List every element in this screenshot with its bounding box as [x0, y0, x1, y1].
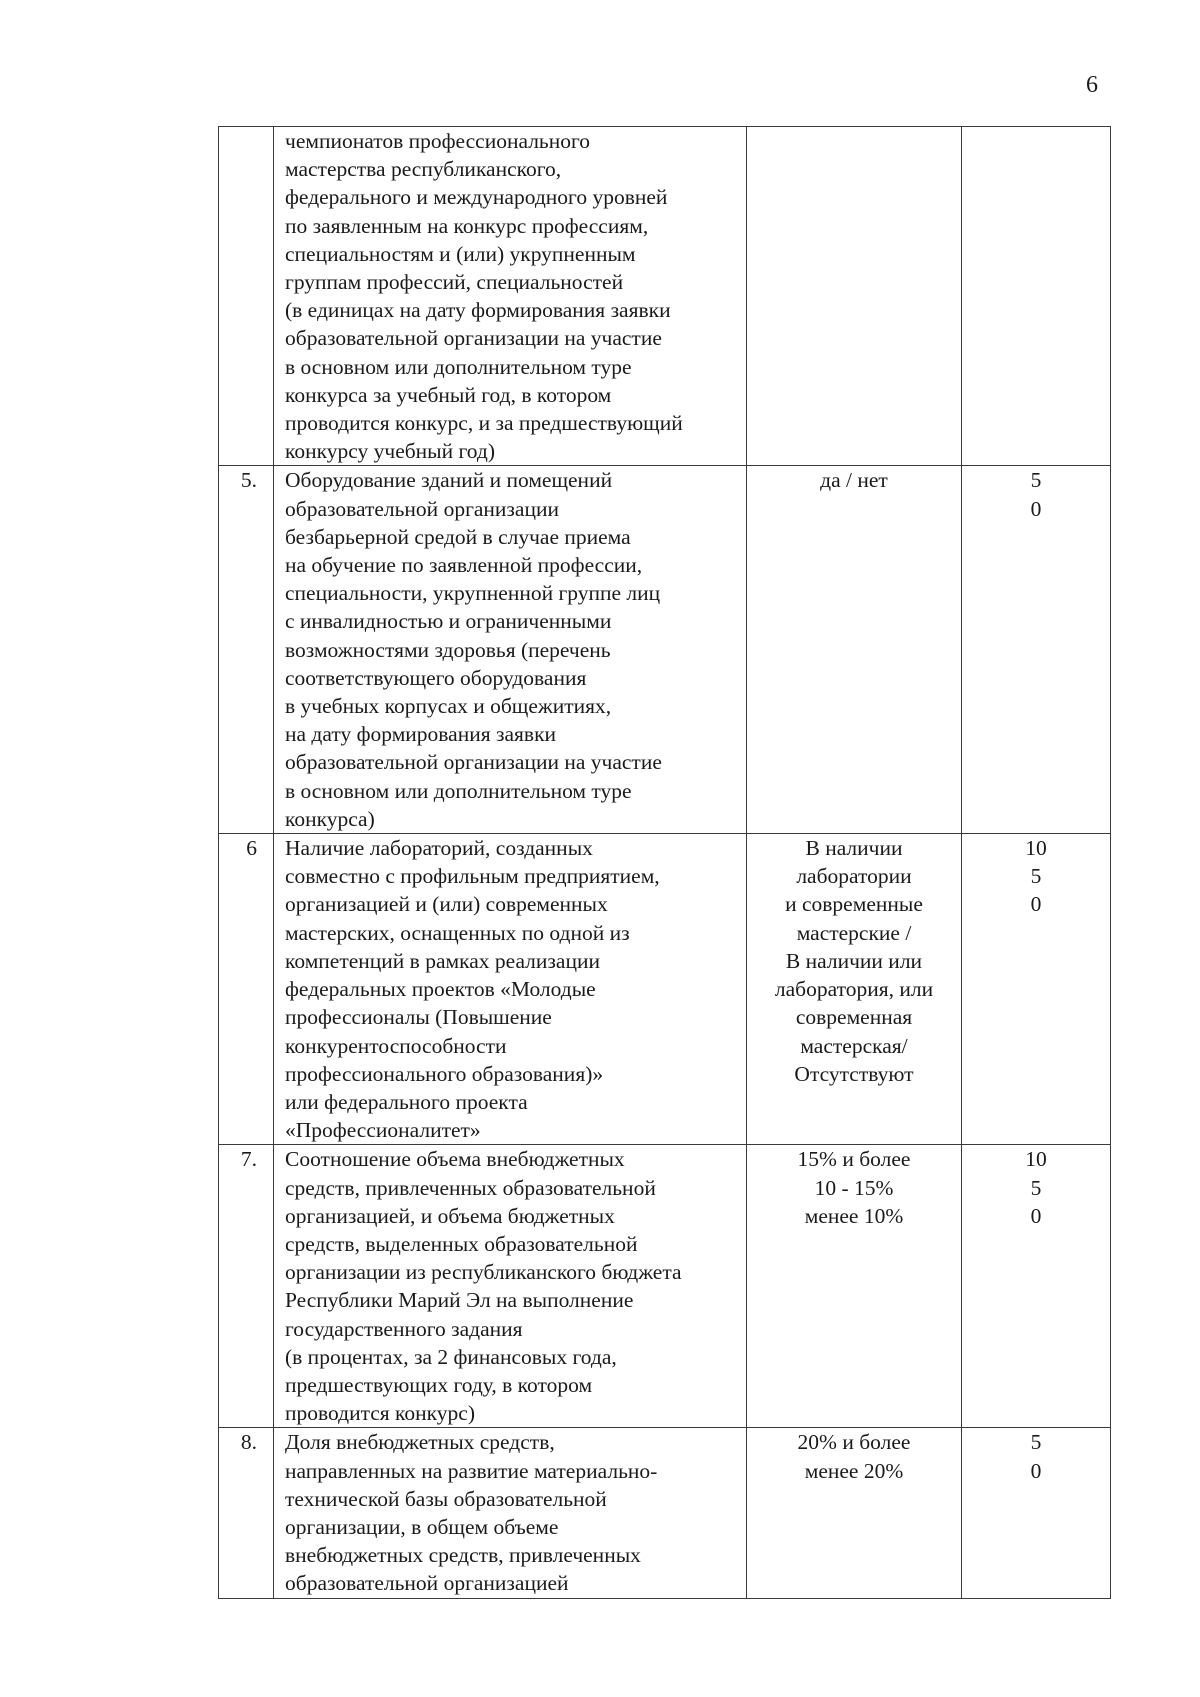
- criterion-text-line: средств, привлеченных образовательной: [285, 1175, 656, 1200]
- criterion-scores-line: 5: [1030, 468, 1042, 493]
- criterion-options-line: В наличии: [805, 836, 903, 861]
- criterion-options-line: менее 10%: [804, 1203, 904, 1228]
- row-number: 5.: [219, 466, 274, 834]
- criterion-text-line: конкурса): [285, 806, 375, 831]
- criterion-text-line: профессионального образования)»: [285, 1061, 604, 1086]
- criterion-text-line: (в процентах, за 2 финансовых года,: [285, 1344, 617, 1369]
- table-row: [219, 466, 1111, 834]
- criterion-scores: [962, 834, 1111, 1145]
- table-row: [219, 834, 1111, 1145]
- criteria-table-body: [219, 127, 1111, 1599]
- criterion-scores-line: 0: [1030, 1203, 1042, 1228]
- criterion-text: [274, 1145, 747, 1428]
- criterion-text-line: соответствующего оборудования: [285, 665, 587, 690]
- criterion-text: [274, 1428, 747, 1598]
- row-number: 8.: [219, 1428, 274, 1598]
- criterion-text-line: средств, выделенных образовательной: [285, 1231, 638, 1256]
- criterion-text-line: технической базы образовательной: [285, 1486, 607, 1511]
- criterion-scores-line: 5: [1030, 864, 1042, 889]
- criterion-scores: [962, 466, 1111, 834]
- row-number: 6: [219, 834, 274, 1145]
- criterion-text-line: проводится конкурс): [285, 1401, 476, 1426]
- criterion-options-line: современная: [795, 1005, 913, 1030]
- criterion-text-line: образовательной организации: [285, 496, 559, 521]
- criterion-options-line: да / нет: [820, 468, 888, 493]
- criterion-options-line: лаборатория, или: [774, 977, 934, 1002]
- criterion-text-line: на дату формирования заявки: [285, 722, 557, 747]
- criterion-text-line: федерального и международного уровней: [285, 185, 668, 210]
- criterion-options-line: мастерская/: [800, 1033, 908, 1058]
- criterion-text-line: возможностями здоровья (перечень: [285, 637, 611, 662]
- criterion-text-line: безбарьерной средой в случае приема: [285, 524, 631, 549]
- criterion-scores-line: 0: [1030, 892, 1042, 917]
- criterion-options: [747, 1145, 962, 1428]
- criterion-text-line: в основном или дополнительном туре: [285, 778, 632, 803]
- criterion-text-line: совместно с профильным предприятием,: [285, 864, 660, 889]
- criteria-table: [218, 126, 1111, 1599]
- criterion-text-line: конкурентоспособности: [285, 1033, 507, 1058]
- criterion-scores-line: 5: [1030, 1430, 1042, 1455]
- criterion-options-line: и современные: [785, 892, 923, 917]
- criterion-text-line: в учебных корпусах и общежитиях,: [285, 694, 612, 719]
- criterion-text-line: (в единицах на дату формирования заявки: [285, 298, 671, 323]
- criterion-text-line: мастерских, оснащенных по одной из: [285, 920, 630, 945]
- criterion-text-line: конкурсу учебный год): [285, 439, 496, 464]
- criterion-text-line: или федерального проекта: [285, 1089, 528, 1114]
- criterion-text-line: по заявленным на конкурс профессиям,: [285, 213, 649, 238]
- criterion-options-line: В наличии или: [785, 948, 923, 973]
- row-number: 7.: [219, 1145, 274, 1428]
- table-row: [219, 1145, 1111, 1428]
- criterion-text-line: компетенций в рамках реализации: [285, 948, 600, 973]
- criterion-text-line: в основном или дополнительном туре: [285, 354, 632, 379]
- criterion-text: [274, 834, 747, 1145]
- criterion-text-line: организацией, и объема бюджетных: [285, 1203, 615, 1228]
- criterion-text-line: специальности, укрупненной группе лиц: [285, 581, 661, 606]
- criterion-text-line: группам профессий, специальностей: [285, 270, 624, 295]
- criterion-text-line: «Профессионалитет»: [285, 1118, 481, 1143]
- criterion-text-line: федеральных проектов «Молодые: [285, 977, 596, 1002]
- criterion-options: [747, 127, 962, 466]
- criterion-options: [747, 1428, 962, 1598]
- criterion-scores-line: 10: [1025, 836, 1047, 861]
- criterion-text-line: внебюджетных средств, привлеченных: [285, 1543, 641, 1568]
- criterion-text-line: образовательной организации на участие: [285, 326, 662, 351]
- criterion-text-line: Оборудование зданий и помещений: [285, 468, 613, 493]
- criterion-text-line: государственного задания: [285, 1316, 523, 1341]
- criterion-scores: [962, 1145, 1111, 1428]
- criterion-text-line: мастерства республиканского,: [285, 157, 562, 182]
- criterion-text-line: проводится конкурс, и за предшествующий: [285, 411, 683, 436]
- criterion-options-line: лаборатории: [796, 864, 912, 889]
- criterion-text-line: конкурса за учебный год, в котором: [285, 382, 612, 407]
- criterion-text-line: образовательной организации на участие: [285, 750, 662, 775]
- criterion-scores-line: 10: [1025, 1147, 1047, 1172]
- criterion-scores-line: 0: [1030, 496, 1042, 521]
- criterion-text-line: направленных на развитие материально-: [285, 1458, 658, 1483]
- criterion-text-line: чемпионатов профессионального: [285, 129, 591, 153]
- criterion-options-line: мастерские /: [796, 920, 912, 945]
- page-number: 6: [1086, 72, 1098, 98]
- criterion-scores: [962, 127, 1111, 466]
- criterion-text-line: предшествующих году, в котором: [285, 1372, 593, 1397]
- criterion-text-line: на обучение по заявленной профессии,: [285, 553, 643, 578]
- criterion-text-line: специальностям и (или) укрупненным: [285, 241, 636, 266]
- criterion-options-line: 20% и более: [797, 1430, 911, 1455]
- criterion-text: [274, 127, 747, 466]
- criterion-text-line: Наличие лабораторий, созданных: [285, 836, 593, 861]
- criterion-scores: [962, 1428, 1111, 1598]
- criterion-text-line: Республики Марий Эл на выполнение: [285, 1288, 634, 1313]
- table-row: [219, 127, 1111, 466]
- row-number: [219, 127, 274, 466]
- criterion-text-line: профессионалы (Повышение: [285, 1005, 552, 1030]
- criterion-options-line: 10 - 15%: [814, 1175, 894, 1200]
- criterion-options-line: 15% и более: [797, 1147, 911, 1172]
- criterion-options: [747, 466, 962, 834]
- criterion-options-line: менее 20%: [804, 1458, 904, 1483]
- criterion-text-line: образовательной организацией: [285, 1571, 569, 1596]
- criterion-scores-line: 5: [1030, 1175, 1042, 1200]
- criterion-text-line: организацией и (или) современных: [285, 892, 608, 917]
- criterion-text-line: организации из республиканского бюджета: [285, 1260, 682, 1285]
- criterion-options: [747, 834, 962, 1145]
- criterion-text-line: с инвалидностью и ограниченными: [285, 609, 612, 634]
- criterion-text-line: организации, в общем объеме: [285, 1514, 559, 1539]
- criterion-options-line: Отсутствуют: [794, 1061, 914, 1086]
- criterion-text: [274, 466, 747, 834]
- criterion-scores-line: 0: [1030, 1458, 1042, 1483]
- criterion-text-line: Соотношение объема внебюджетных: [285, 1147, 625, 1172]
- table-row: [219, 1428, 1111, 1598]
- criterion-text-line: Доля внебюджетных средств,: [285, 1430, 555, 1455]
